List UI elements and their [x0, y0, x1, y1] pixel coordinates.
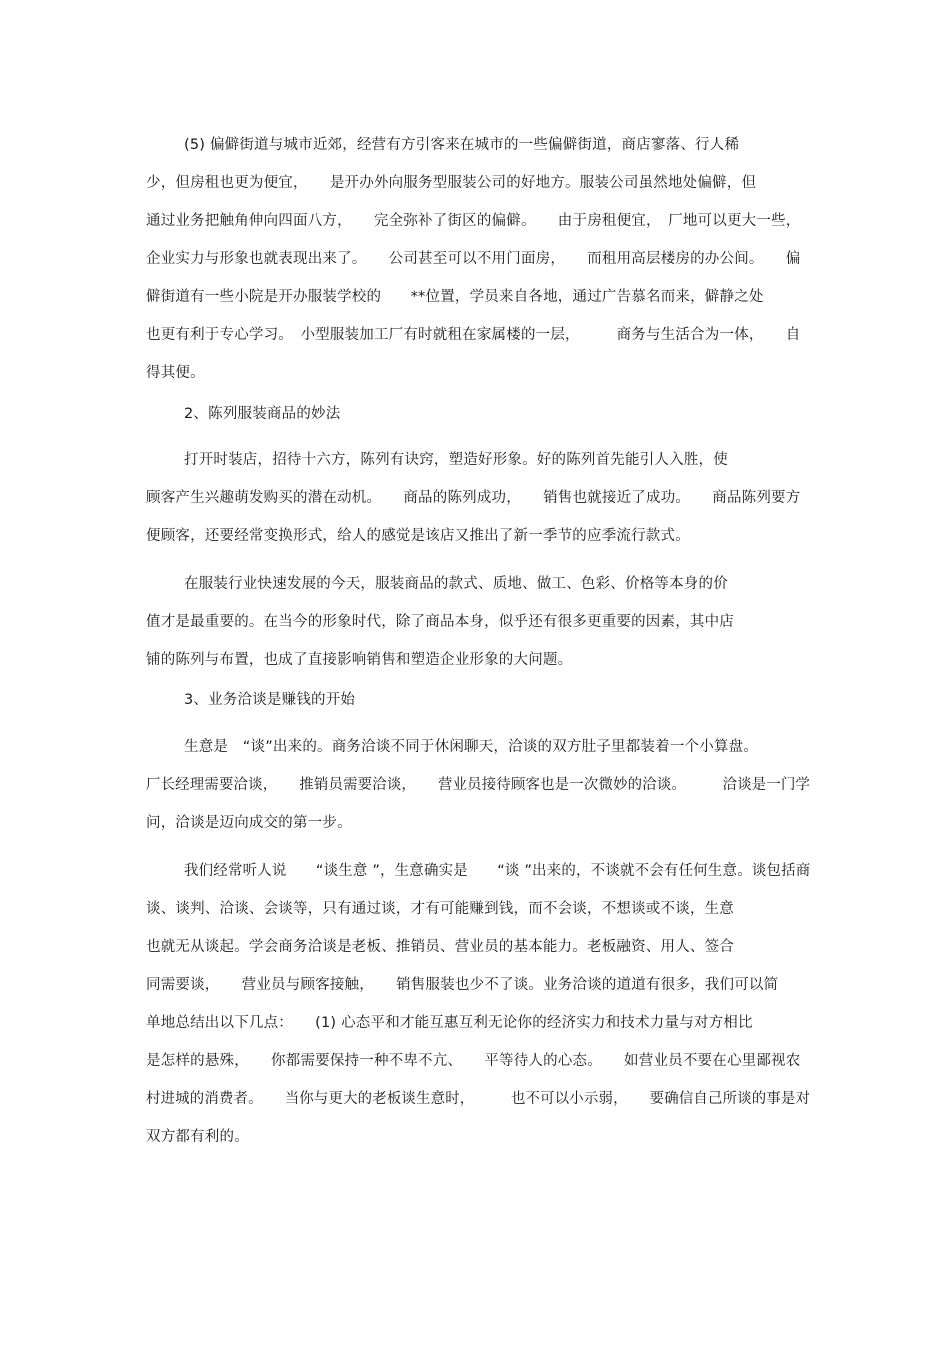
text-line: 单地总结出以下几点： (1) 心态平和才能互惠互利无论你的经济实力和技术力量与对方相比 — [146, 1015, 753, 1031]
text-line: 是怎样的悬殊， 你都需要保持一种不卑不亢、 平等待人的心态。 如营业员不要在心里鄙视农 — [146, 1053, 801, 1069]
text-line: 村进城的消费者。 当你与更大的老板谈生意时， 也不可以小示弱， 要确信自己所谈的事是对 — [146, 1091, 811, 1107]
text-line: (5) 偏僻街道与城市近郊，经营有方引客来在城市的一些偏僻街道，商店寥落、行人稀 — [184, 137, 740, 153]
text-line: 顾客产生兴趣萌发购买的潜在动机。 商品的陈列成功， 销售也就接近了成功。 商品陈列要方 — [146, 490, 801, 506]
text-line: 得其便。 — [146, 365, 205, 381]
text-line: 便顾客，还要经常变换形式，给人的感觉是该店又推出了新一季节的应季流行款式。 — [146, 528, 690, 544]
text-line: 打开时装店，招待十六方，陈列有诀窍，塑造好形象。好的陈列首先能引人入胜，使 — [184, 452, 728, 468]
text-line: 也就无从谈起。学会商务洽谈是老板、推销员、营业员的基本能力。老板融资、用人、签合 — [146, 939, 734, 955]
text-line: 僻街道有一些小院是开办服装学校的 **位置，学员来自各地，通过广告慕名而来，僻静之处 — [146, 289, 764, 305]
text-line: 在服装行业快速发展的今天，服装商品的款式、质地、做工、色彩、价格等本身的价 — [184, 576, 728, 592]
section-heading: 2、陈列服装商品的妙法 — [184, 406, 341, 422]
text-line: 双方都有利的。 — [146, 1129, 249, 1145]
text-line: 也更有利于专心学习。 小型服装加工厂有时就租在家属楼的一层， 商务与生活合为一体， 自 — [146, 327, 801, 343]
text-line: 铺的陈列与布置，也成了直接影响销售和塑造企业形象的大问题。 — [146, 652, 573, 668]
section-heading: 3、业务洽谈是赚钱的开始 — [184, 692, 356, 708]
text-line: 少，但房租也更为便宜， 是开办外向服务型服装公司的好地方。服装公司虽然地处偏僻，但 — [146, 175, 757, 191]
text-line: 我们经常听人说 “谈生意 ”，生意确实是 “谈 ”出来的，不谈就不会有任何生意。谈包括商 — [184, 863, 811, 879]
text-line: 生意是 “谈”出来的。商务洽谈不同于休闲聊天，洽谈的双方肚子里都装着一个小算盘。 — [184, 739, 759, 755]
text-line: 问，洽谈是迈向成交的第一步。 — [146, 815, 352, 831]
text-line: 谈、谈判、洽谈、会谈等，只有通过谈，才有可能赚到钱，而不会谈，不想谈或不谈，生意 — [146, 901, 734, 917]
text-line: 厂长经理需要洽谈， 推销员需要洽谈， 营业员接待顾客也是一次微妙的洽谈。 洽谈是一门学 — [146, 777, 811, 793]
text-line: 通过业务把触角伸向四面八方， 完全弥补了街区的偏僻。 由于房租便宜， 厂地可以更大一些， — [146, 213, 801, 229]
text-line: 同需要谈， 营业员与顾客接触， 销售服装也少不了谈。业务洽谈的道道有很多，我们可以简 — [146, 977, 779, 993]
text-line: 企业实力与形象也就表现出来了。 公司甚至可以不用门面房， 而租用高层楼房的办公间。 偏 — [146, 251, 801, 267]
text-line: 值才是最重要的。在当今的形象时代，除了商品本身，似乎还有很多更重要的因素，其中店 — [146, 614, 734, 630]
